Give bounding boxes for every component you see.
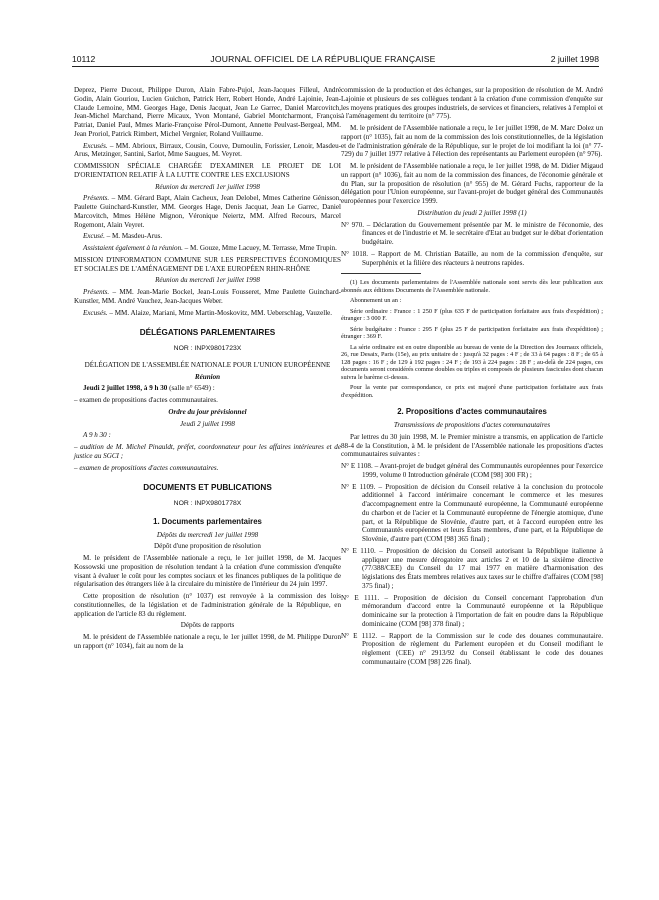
depots-date: Dépôts du mercredi 1er juillet 1998 [156,530,259,539]
journal-title: JOURNAL OFFICIEL DE LA RÉPUBLIQUE FRANÇAISE [210,54,436,64]
odj-time: A 9 h 30 : [83,431,111,440]
commission-reunion-date: Réunion du mercredi 1er juillet 1998 [155,182,260,191]
footnote-serie-budgetaire: Série budgétaire : France : 295 F (plus 25 F de participation forfaitaire aux frais d'expédition) ; étranger : 369 F. [341,325,603,341]
reunion-date: Jeudi 2 juillet 1998, à 9 h 30 [83,384,168,393]
mission-excuses [74,309,341,318]
excuses-label: Excusés. [83,141,108,150]
presents-names: – MM. Gérard Bapt, Alain Cacheux, Jean Delobel, Mmes Catherine Génisson, Paulette Guinchard-Kunstler, MM. Georges Hage, Denis Jacquat, Jean Le Garrec, Daniel Marcovitch, Mmes Hélène Mignon, Véronique Neiertz, MM. Alfred Recours, Marcel Rogemont, Alain Veyret. [74,194,341,229]
assistaient-label: Assistaient également à la réunion. [83,244,183,252]
odj-item-audition: – audition de M. Michel Pinauldt, préfet, coordonnateur pour les affaires intérieures et de justice au SGCI ; [74,443,341,460]
footnote-vente: La série ordinaire est en outre disponible au bureau de vente de la Direction des Journaux officiels, 26, rue Desaix, Paris (15e), au prix unitaire de : jusqu'à 32 pages : 4 F ; de 33 à 64 pages : 8 F ; de 65 à 128 pages : 16 F ; de 129 à 192 pages : 24 F ; de 193 à 224 pages : 28 F ; au-delà de 224 pages, ces documents seront considérés comme doubles ou triples et composés de plusieurs fascicules dont chacun suivra le barème ci-dessus. [341,343,603,381]
acte-e1112: N° E 1112. – Rapport de la Commission sur le code des douanes communautaire. Proposition de règlement du Parlement européen et du Conseil modifiant le règlement (CEE) n° 2913/92 du Conseil établissant le code des douanes communautaire (COM [98] 226 final). [341,631,603,666]
footnote-abonnement: Abonnement un an : [350,297,402,305]
transmissions-intro: Par lettres du 30 juin 1998, M. le Premier ministre a transmis, en application de l'article 88-4 de la Constitution, à M. le président de l'Assemblée nationale les propositions d'actes communautaires suivantes : [341,432,603,459]
documents-parlementaires-heading: 1. Documents parlementaires [153,516,262,526]
excuses-paragraph [74,142,341,160]
acte-e1111: N° E 1111. – Proposition de décision du Conseil concernant l'approbation d'un mémorandum d'accord entre la Communauté européenne et la République dominicaine sur la protection à l'importation de fait en poudre dans la République dominicaine (COM [98] 378 final) ; [341,593,603,628]
transmissions-heading: Transmissions de propositions d'actes communautaires [393,421,551,429]
right-column [341,86,603,670]
excuse-label: Excusé. [83,232,105,241]
footnote-divider [341,273,421,274]
depot-paragraph-1: M. le président de l'Assemblée nationale a reçu, le 1er juillet 1998, de M. Jacques Kossowski une proposition de résolution tendant à la création d'une commission d'enquête visant à évaluer le coût pour les comptes sociaux et les finances publiques de la politique de régularisation des étrangers liée à la circulaire du ministère de l'intérieur du 24 juin 1997. [74,554,341,589]
commission-assistaient [74,244,341,253]
propositions-heading: 2. Propositions d'actes communautaires [397,407,547,417]
mission-presents [74,288,341,306]
reunion-salle: (salle n° 6549) : [167,384,215,393]
odj-item-examen: – examen de propositions d'actes communautaires. [74,463,219,472]
mission-reunion-date: Réunion du mercredi 1er juillet 1998 [155,276,260,285]
page-header [72,48,599,67]
document-n970: N° 970. – Déclaration du Gouvernement présentée par M. le ministre de l'économie, des finances et de l'industrie et M. le secrétaire d'Etat au budget sur le débat d'orientation budgétaire. [341,220,603,246]
footnote-1: (1) Les documents parlementaires de l'Assemblée nationale sont servis dès leur publication aux abonnés aux éditions Documents de l'Assemblée nationale. [341,279,603,294]
acte-e1109: N° E 1109. – Proposition de décision du Conseil relative à la conclusion du protocole additionnel à l'accord intérimaire concernant le commerce et les mesures d'accompagnement entre la Communauté européenne, la Communauté européenne du charbon et de l'acier et la Communauté européenne de l'énergie atomique, d'une part, et la République de Slovénie, d'autre part, et à l'accord européen entre les Communautés européennes et leurs États membres, d'une part, et la République de Slovénie, d'autre part (COM [98] 365 final) ; [341,482,603,543]
depot-paragraph-2: Cette proposition de résolution (n° 1037) est renvoyée à la commission des lois constitutionnelles, de la législation et de l'administration générale de la République, en application de l'article 83 du règlement. [74,592,341,618]
left-column [74,86,341,654]
footnotes [341,279,603,399]
rapport-continuation: commission de la production et des échanges, sur la proposition de résolution de M. André Lajoinie et plusieurs de ses collègues tendant à la création d'une commission d'enquête sur les moyens pratiques des groupes industriels, de services et financiers, relatives à l'emploi et à l'aménagement du territoire (n° 775). [341,86,603,121]
documents-nor: NOR : INPX9801778X [173,500,242,507]
excuse-names: – M. Masdeu-Arus. [104,232,163,241]
rapport-dolez: M. le président de l'Assemblée nationale a reçu, le 1er juillet 1998, de M. Marc Dolez un rapport (n° 1035), fait au nom de la commission des lois constitutionnelles, de la législation et de l'administration générale de la République, sur le projet de loi modifiant la loi (n° 77-729) du 7 juillet 1977 relative à l'élection des représentants au Parlement européen (n° 976). [341,124,603,159]
commission-presents [74,194,341,229]
depot-resolution-heading: Dépôt d'une proposition de résolution [154,542,261,551]
reunion-item: – examen de propositions d'actes communautaires. [74,396,218,404]
acte-e1110: N° E 1110. – Proposition de décision du Conseil autorisant la République italienne à appliquer une mesure dérogatoire aux articles 2 et 10 de la sixième directive (77/388/CEE) du Conseil du 17 mai 1977 en matière d'harmonisation des législations des États membres relatives aux taxes sur le chiffre d'affaires (COM [98] 375 final) ; [341,546,603,590]
commission-title: COMMISSION SPÉCIALE CHARGÉE D'EXAMINER LE PROJET DE LOI D'ORIENTATION RELATIF À LA LUTTE CONTRE LES EXCLUSIONS [74,162,341,179]
reunion-line [74,384,341,393]
excuses-names: – MM. Alaize, Mariani, Mme Martin-Moskovitz, MM. Ueberschlag, Vauzelle. [107,308,333,317]
depots-rapports-heading: Dépôts de rapports [180,621,235,630]
excuses-names: – MM. Abrioux, Birraux, Cousin, Couve, Dumoulin, Forissier, Lenoir, Masdeu-Arus, Metzinger, Santini, Sarlot, Mme Saugues, M. Veyret. [74,141,341,159]
presents-label: Présents. [83,288,110,296]
reunion-heading: Réunion [194,372,221,381]
mission-title: MISSION D'INFORMATION COMMUNE SUR LES PERSPECTIVES ÉCONOMIQUES ET SOCIALES DE L'AMÉNAGEMENT DE L'AXE EUROPÉEN RHIN-RHÔNE [74,255,341,273]
footnote-correspondance: Pour la vente par correspondance, ce prix est majoré d'une participation forfaitaire aux frais d'expédition. [341,384,603,399]
issue-date: 2 juillet 1998 [550,54,599,64]
commission-excuse [74,232,341,241]
delegation-name: DÉLÉGATION DE L'ASSEMBLÉE NATIONALE POUR L'UNION EUROPÉENNE [84,360,331,369]
acte-e1108: N° E 1108. – Avant-projet de budget général des Communautés européennes pour l'exercice 1999, volume 0 Introduction générale (COM [98] 300 FR) ; [341,462,603,479]
assistaient-names: – M. Gouze, Mme Lacuey, M. Terrasse, Mme Trupin. [182,244,337,252]
footnote-serie-ordinaire: Série ordinaire : France : 1 250 F (plus 635 F de participation forfaitaire aux frais d'expédition) ; étranger : 3 000 F. [341,307,603,323]
excuses-label: Excusés. [83,308,108,317]
delegations-heading: DÉLÉGATIONS PARLEMENTAIRES [139,328,276,338]
presents-names: – MM. Jean-Marie Bockel, Jean-Louis Fousseret, Mme Paulette Guinchard-Kunstler, MM. André Vauchez, Jean-Jacques Weber. [74,288,341,305]
document-n1018: N° 1018. – Rapport de M. Christian Bataille, au nom de la commission d'enquête, sur Superphénix et la filière des réacteurs à neutrons rapides. [341,249,603,267]
depot-paragraph-3: M. le président de l'Assemblée nationale a reçu, le 1er juillet 1998, de M. Philippe Duron un rapport (n° 1034), fait au nom de la [74,633,341,650]
members-list: Deprez, Pierre Ducout, Philippe Duron, Alain Fabre-Pujol, Jean-Jacques Filleul, André Godin, Alain Gouriou, Lucien Guichon, Patrick Herr, Robert Honde, André Lajoinie, Jean-Claude Lemoine, MM. Georges Hage, Denis Jacquat, Jean Le Garrec, Daniel Marcovitch, Jean-Michel Marchand, Pierre Micaux, Yvon Montané, Gabriel Montcharmont, François Patriat, Daniel Paul, Mmes Marie-Françoise Pérol-Dumont, Annette Peulvast-Bergeal, MM. Jean Proriol, Patrick Rimbert, Michel Vergnier, Roland Vuillaume. [74,86,341,138]
rapport-migaud: M. le président de l'Assemblée nationale a reçu, le 1er juillet 1998, de M. Didier Migaud un rapport (n° 1036), fait au nom de la commission des finances, de l'économie générale et du Plan, sur la proposition de résolution (n° 955) de M. Gérard Fuchs, rapporteur de la délégation pour l'Union européenne, sur l'avant-projet de budget général des Communautés européennes pour l'exercice 1999. [341,162,603,205]
distribution-heading: Distribution du jeudi 2 juillet 1998 (1) [417,208,527,217]
documents-heading: DOCUMENTS ET PUBLICATIONS [143,483,272,493]
odj-heading: Ordre du jour prévisionnel [168,407,247,416]
page-number: 10112 [72,54,96,64]
delegations-nor: NOR : INPX9801723X [173,345,242,352]
presents-label: Présents. [83,194,110,203]
odj-date: Jeudi 2 juillet 1998 [180,419,235,428]
